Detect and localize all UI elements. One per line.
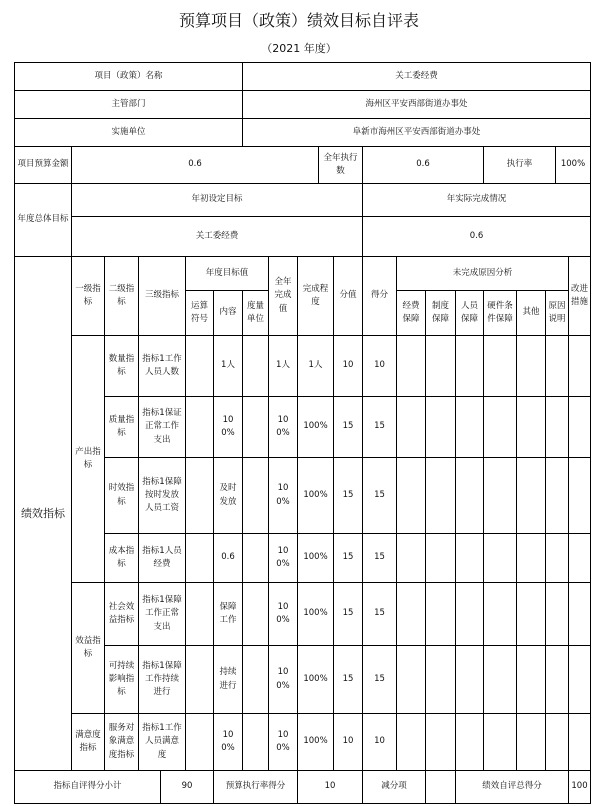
reason-cell bbox=[516, 335, 546, 397]
total-value: 100 bbox=[568, 770, 591, 804]
level2-header: 二级指标 bbox=[104, 256, 139, 336]
annual-done-header: 全年完成值 bbox=[268, 256, 298, 336]
deduct-label: 减分项 bbox=[362, 770, 426, 804]
reason-cell bbox=[516, 457, 546, 534]
value-cell: 15 bbox=[333, 582, 363, 646]
level3-cell: 指标1人员经费 bbox=[138, 533, 186, 583]
reason-cell bbox=[483, 396, 517, 458]
reason-cell bbox=[455, 645, 484, 714]
content-cell: 0.6 bbox=[213, 533, 243, 583]
reason-cell bbox=[455, 713, 484, 771]
annual-goal-label: 年度总体目标 bbox=[14, 183, 72, 257]
score-cell: 15 bbox=[362, 457, 397, 534]
operator-cell bbox=[185, 713, 214, 771]
operator-cell bbox=[185, 396, 214, 458]
reason-cell bbox=[545, 645, 569, 714]
reason-cell bbox=[396, 335, 426, 397]
reason-cell bbox=[483, 533, 517, 583]
project-name-label: 项目（政策）名称 bbox=[14, 62, 243, 91]
level3-cell: 指标1保证正常工作支出 bbox=[138, 396, 186, 458]
score-cell: 15 bbox=[362, 533, 397, 583]
done-cell: 100% bbox=[268, 713, 298, 771]
reason-cell bbox=[483, 457, 517, 534]
reason-cell bbox=[545, 396, 569, 458]
operator-cell bbox=[185, 645, 214, 714]
value-cell: 15 bbox=[333, 396, 363, 458]
completion-cell: 100% bbox=[297, 645, 334, 714]
reason-cell bbox=[568, 713, 591, 771]
year-subtitle: （2021 年度） bbox=[261, 42, 337, 55]
level1-cell: 产出指标 bbox=[71, 335, 105, 583]
reason-cell bbox=[455, 533, 484, 583]
unit-cell bbox=[242, 582, 269, 646]
deduct-value bbox=[425, 770, 456, 804]
page-title: 预算项目（政策）绩效目标自评表 bbox=[178, 11, 419, 30]
reason-cell bbox=[516, 582, 546, 646]
reason-cell bbox=[455, 396, 484, 458]
reason-cell bbox=[425, 645, 456, 714]
completion-header: 完成程度 bbox=[297, 256, 334, 336]
operator-cell bbox=[185, 582, 214, 646]
reason-cell bbox=[516, 533, 546, 583]
operator-cell bbox=[185, 335, 214, 397]
reason-cell bbox=[396, 582, 426, 646]
level1-header: 一级指标 bbox=[71, 256, 105, 336]
value-cell: 10 bbox=[333, 713, 363, 771]
completion-cell: 100% bbox=[297, 396, 334, 458]
initial-goal-value: 关工委经费 bbox=[71, 216, 363, 257]
budget-value: 0.6 bbox=[71, 146, 319, 184]
level2-cell: 质量指标 bbox=[104, 396, 139, 458]
level1-cell: 效益指标 bbox=[71, 582, 105, 714]
unit-cell bbox=[242, 645, 269, 714]
reason-hardware-header: 硬件条件保障 bbox=[483, 290, 517, 336]
content-cell: 持续进行 bbox=[213, 645, 243, 714]
improve-header: 改进措施 bbox=[568, 256, 591, 336]
reason-funds-header: 经费保障 bbox=[396, 290, 426, 336]
reason-cell bbox=[568, 582, 591, 646]
reason-cell bbox=[425, 582, 456, 646]
reason-cell bbox=[396, 533, 426, 583]
level2-cell: 数量指标 bbox=[104, 335, 139, 397]
score-cell: 15 bbox=[362, 396, 397, 458]
score-header: 得分 bbox=[362, 256, 397, 336]
unit-cell bbox=[242, 335, 269, 397]
operator-cell bbox=[185, 533, 214, 583]
rate-score-value: 10 bbox=[297, 770, 363, 804]
level2-cell: 成本指标 bbox=[104, 533, 139, 583]
indicator-section-label: 绩效指标 bbox=[14, 256, 72, 771]
budget-label: 项目预算金额 bbox=[14, 146, 72, 184]
reason-explain-header: 原因说明 bbox=[545, 290, 569, 336]
reason-cell bbox=[396, 645, 426, 714]
completion-cell: 100% bbox=[297, 582, 334, 646]
reason-cell bbox=[568, 396, 591, 458]
level3-cell: 指标1保障工作正常支出 bbox=[138, 582, 186, 646]
operator-cell bbox=[185, 457, 214, 534]
reason-cell bbox=[568, 457, 591, 534]
done-cell: 1人 bbox=[268, 335, 298, 397]
reason-cell bbox=[483, 713, 517, 771]
exec-label: 全年执行数 bbox=[318, 146, 363, 184]
impl-value: 阜新市海州区平安西部街道办事处 bbox=[242, 118, 591, 147]
completion-cell: 100% bbox=[297, 713, 334, 771]
score-cell: 15 bbox=[362, 645, 397, 714]
done-cell: 100% bbox=[268, 396, 298, 458]
level3-cell: 指标1工作人员人数 bbox=[138, 335, 186, 397]
dept-label: 主管部门 bbox=[14, 90, 243, 119]
reason-cell bbox=[425, 533, 456, 583]
done-cell: 100% bbox=[268, 582, 298, 646]
reason-cell bbox=[425, 713, 456, 771]
reason-cell bbox=[483, 582, 517, 646]
subtotal-value: 90 bbox=[160, 770, 214, 804]
completion-cell: 100% bbox=[297, 457, 334, 534]
level3-cell: 指标1保障工作持续进行 bbox=[138, 645, 186, 714]
reason-cell bbox=[545, 335, 569, 397]
value-cell: 15 bbox=[333, 645, 363, 714]
level2-cell: 社会效益指标 bbox=[104, 582, 139, 646]
exec-value: 0.6 bbox=[362, 146, 484, 184]
subtotal-label: 指标自评得分小计 bbox=[14, 770, 161, 804]
reason-cell bbox=[425, 457, 456, 534]
content-header: 内容 bbox=[213, 290, 243, 336]
reason-cell bbox=[516, 396, 546, 458]
content-cell: 100% bbox=[213, 396, 243, 458]
total-label: 绩效自评总得分 bbox=[455, 770, 569, 804]
rate-label: 执行率 bbox=[483, 146, 556, 184]
reason-cell bbox=[545, 582, 569, 646]
reason-cell bbox=[455, 335, 484, 397]
reason-cell bbox=[455, 582, 484, 646]
unit-cell bbox=[242, 457, 269, 534]
rate-score-label: 预算执行率得分 bbox=[213, 770, 298, 804]
reason-cell bbox=[545, 713, 569, 771]
score-cell: 10 bbox=[362, 713, 397, 771]
reason-cell bbox=[396, 396, 426, 458]
rate-value: 100% bbox=[555, 146, 591, 184]
level2-cell: 可持续影响指标 bbox=[104, 645, 139, 714]
reason-cell bbox=[483, 335, 517, 397]
score-cell: 15 bbox=[362, 582, 397, 646]
reason-cell bbox=[396, 457, 426, 534]
completion-cell: 100% bbox=[297, 533, 334, 583]
annual-target-header: 年度目标值 bbox=[185, 256, 269, 291]
project-name-value: 关工委经费 bbox=[242, 62, 591, 91]
completion-cell: 1人 bbox=[297, 335, 334, 397]
unit-cell bbox=[242, 533, 269, 583]
actual-goal-header: 年实际完成情况 bbox=[362, 183, 591, 217]
reason-cell bbox=[483, 645, 517, 714]
unit-cell bbox=[242, 713, 269, 771]
done-cell: 100% bbox=[268, 533, 298, 583]
content-cell: 100% bbox=[213, 713, 243, 771]
score-value-header: 分值 bbox=[333, 256, 363, 336]
level3-header: 三级指标 bbox=[138, 256, 186, 336]
score-cell: 10 bbox=[362, 335, 397, 397]
unit-header: 度量单位 bbox=[242, 290, 269, 336]
initial-goal-header: 年初设定目标 bbox=[71, 183, 363, 217]
reasons-header: 未完成原因分析 bbox=[396, 256, 569, 291]
value-cell: 15 bbox=[333, 457, 363, 534]
impl-label: 实施单位 bbox=[14, 118, 243, 147]
reason-cell bbox=[455, 457, 484, 534]
reason-staff-header: 人员保障 bbox=[455, 290, 484, 336]
level3-cell: 指标1保障按时发放人员工资 bbox=[138, 457, 186, 534]
reason-cell bbox=[568, 533, 591, 583]
level2-cell: 服务对象满意度指标 bbox=[104, 713, 139, 771]
level1-cell: 满意度指标 bbox=[71, 713, 105, 771]
content-cell: 及时发放 bbox=[213, 457, 243, 534]
unit-cell bbox=[242, 396, 269, 458]
reason-cell bbox=[425, 335, 456, 397]
reason-other-header: 其他 bbox=[516, 290, 546, 336]
content-cell: 1人 bbox=[213, 335, 243, 397]
reason-cell bbox=[568, 335, 591, 397]
level2-cell: 时效指标 bbox=[104, 457, 139, 534]
done-cell: 100% bbox=[268, 457, 298, 534]
actual-goal-value: 0.6 bbox=[362, 216, 591, 257]
value-cell: 15 bbox=[333, 533, 363, 583]
reason-cell bbox=[516, 713, 546, 771]
level3-cell: 指标1工作人员满意度 bbox=[138, 713, 186, 771]
reason-cell bbox=[568, 645, 591, 714]
reason-cell bbox=[545, 457, 569, 534]
reason-cell bbox=[425, 396, 456, 458]
reason-cell bbox=[545, 533, 569, 583]
reason-cell bbox=[516, 645, 546, 714]
reason-system-header: 制度保障 bbox=[425, 290, 456, 336]
operator-header: 运算符号 bbox=[185, 290, 214, 336]
value-cell: 10 bbox=[333, 335, 363, 397]
dept-value: 海州区平安西部街道办事处 bbox=[242, 90, 591, 119]
done-cell: 100% bbox=[268, 645, 298, 714]
reason-cell bbox=[396, 713, 426, 771]
content-cell: 保障工作 bbox=[213, 582, 243, 646]
